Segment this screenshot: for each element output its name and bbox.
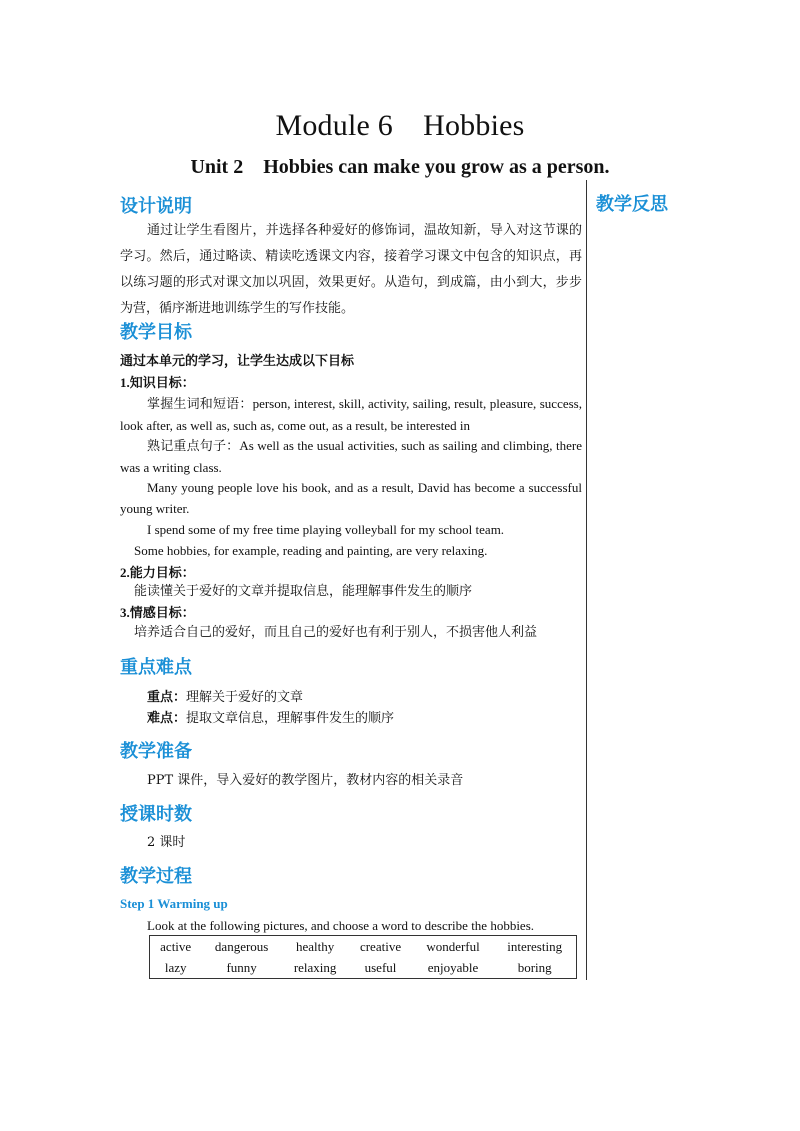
key-sentence-2: Many young people love his book, and as a result, David has become a successful young writer. — [120, 480, 582, 516]
step-1-title: Step 1 Warming up — [120, 896, 228, 911]
keypoints-heading: 重点难点 — [120, 657, 192, 678]
word-cell: creative — [359, 938, 402, 954]
key-point: 重点：理解关于爱好的文章 — [147, 690, 304, 705]
design-heading: 设计说明 — [120, 196, 192, 217]
vocab-paragraph — [120, 393, 582, 436]
warmup-instruction: Look at the following pictures, and choose a word to describe the hobbies. — [147, 918, 535, 933]
emotion-goal-label: 3.情感目标： — [120, 605, 195, 620]
word-cell: relaxing — [293, 959, 337, 975]
ability-goal-text: 能读懂关于爱好的文章并提取信息，能理解事件发生的顺序 — [134, 584, 473, 599]
key-sentence-3: I spend some of my free time playing volleyball for my school team. — [147, 522, 505, 537]
page-title: Module 6 Hobbies — [275, 109, 525, 142]
emotion-goal-text: 培养适合自己的爱好，而且自己的爱好也有利于别人，不损害他人利益 — [134, 625, 538, 640]
word-cell: useful — [364, 959, 397, 975]
word-row-2 — [150, 957, 577, 979]
word-cell: boring — [517, 959, 552, 975]
goals-heading: 教学目标 — [120, 322, 192, 343]
word-row-1 — [150, 936, 577, 958]
difficult-point: 难点：提取文章信息，理解事件发生的顺序 — [147, 711, 395, 726]
unit-subtitle: Unit 2 Hobbies can make you grow as a person. — [190, 156, 610, 178]
word-cell: funny — [226, 959, 257, 975]
column-divider — [586, 180, 587, 980]
word-cell: interesting — [507, 938, 563, 954]
word-cell: wonderful — [426, 938, 480, 954]
word-cell: enjoyable — [427, 959, 479, 975]
process-heading: 教学过程 — [120, 866, 192, 887]
key-sentence-1: As well as the usual activities, such as sailing and climbing, there was a writing class. — [120, 438, 582, 475]
key-sentence-4: Some hobbies, for example, reading and painting, are very relaxing. — [134, 543, 488, 558]
prep-text: PPT 课件，导入爱好的教学图片，教材内容的相关录音 — [147, 773, 464, 788]
vocab-prefix: 掌握生词和短语： — [147, 397, 253, 412]
goals-intro: 通过本单元的学习，让学生达成以下目标 — [120, 353, 355, 368]
word-cell: dangerous — [214, 938, 269, 954]
design-text: 通过让学生看图片，并选择各种爱好的修饰词，温故知新，导入对这节课的学习。然后，通过略读、精读吃透课文内容，接着学习课文中包含的知识点，再以练习题的形式对课文加以巩固，效果更好。从造句，到成篇，由小到大，步步为营，循序渐进地训练学生的写作技能。 — [120, 223, 582, 316]
key-sentence-paragraph — [120, 435, 582, 478]
prep-heading: 教学准备 — [120, 741, 192, 762]
ability-goal-label: 2.能力目标： — [120, 565, 195, 580]
vocab-list: person, interest, skill, activity, sailing, result, pleasure, success, look after, as well as, such as, come out, as a result, be interested in — [120, 396, 582, 433]
word-cell: active — [160, 938, 192, 954]
word-cell: healthy — [295, 938, 335, 954]
hours-heading: 授课时数 — [120, 804, 192, 825]
hours-text: 2 课时 — [147, 835, 186, 850]
reflection-heading: 教学反思 — [596, 194, 668, 215]
word-choice-table — [149, 935, 577, 979]
word-cell: lazy — [164, 959, 187, 975]
sentences-prefix: 熟记重点句子： — [147, 439, 240, 454]
knowledge-goal-label: 1.知识目标： — [120, 375, 195, 390]
